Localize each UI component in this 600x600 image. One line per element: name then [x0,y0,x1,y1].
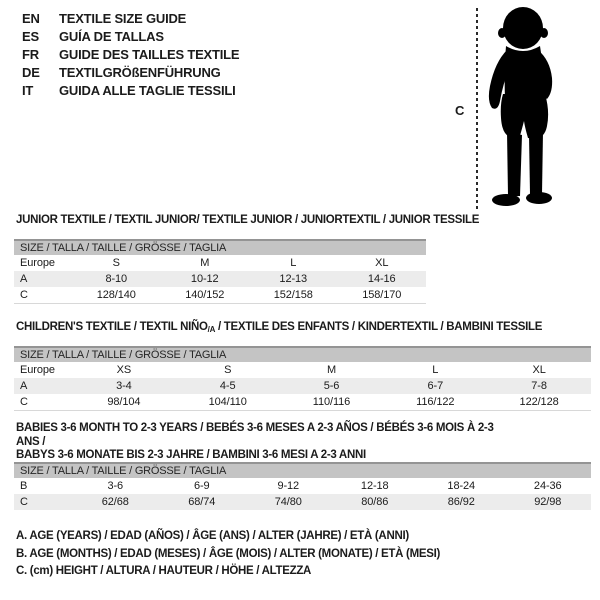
table-cell: 6-9 [193,480,210,492]
babies-title-line1: BABIES 3-6 MONTH TO 2-3 YEARS / BEBÉS 3-6 MESES A 2-3 AÑOS / BÉBÉS 3-6 MOIS À 2-3 ANS / [16,422,494,448]
language-row-es [22,28,239,46]
note-height: C. (cm) HEIGHT / ALTURA / HAUTEUR / HÖHE / ALTEZZA [16,565,312,577]
language-title: GUIDE DES TAILLES TEXTILE [59,47,240,62]
table-cell: 10-12 [190,273,219,285]
language-code: EN [22,11,40,26]
language-row-it [22,82,239,100]
row-label: C [20,496,28,508]
language-row-fr [22,46,239,64]
size-header-row: SIZE / TALLA / TAILLE / GRÖSSE / TAGLIA [14,346,591,362]
table-cell: 18-24 [447,480,476,492]
table-cell: 14-16 [367,273,396,285]
table-cell: XL [532,364,546,376]
table-row-height [14,394,591,410]
table-cell: 12-18 [360,480,389,492]
table-row-europe [14,362,591,378]
toddler-silhouette [479,4,571,210]
table-cell: M [200,257,210,269]
table-cell: 122/128 [519,396,559,408]
table-cell: 24-36 [533,480,562,492]
note-age-months: B. AGE (MONTHS) / EDAD (MESES) / ÂGE (MOIS) / ALTER (MONATE) / ETÀ (MESI) [16,547,441,560]
children-table-title [16,321,542,337]
babies-table-title [16,422,516,463]
table-cell: 4-5 [219,380,236,392]
language-title: GUÍA DE TALLAS [59,29,164,44]
babies-title-line2: BABYS 3-6 MONATE BIS 2-3 JAHRE / BAMBINI 3-6 MESI A 2-3 ANNI [16,449,366,461]
table-cell: XL [375,257,389,269]
language-title: GUIDA ALLE TAGLIE TESSILI [59,83,236,98]
language-row-de [22,64,239,82]
table-cell: 8-10 [105,273,128,285]
table-row-height [14,494,591,510]
table-row-europe [14,255,426,271]
table-cell: 12-13 [279,273,308,285]
size-header-row: SIZE / TALLA / TAILLE / GRÖSSE / TAGLIA [14,239,426,255]
note-age-years: A. AGE (YEARS) / EDAD (AÑOS) / ÂGE (ANS) / ALTER (JAHRE) / ETÀ (ANNI) [16,530,409,542]
row-label: B [20,480,28,492]
row-label: Europe [20,257,55,269]
table-cell: 74/80 [274,496,302,508]
table-row-age [14,378,591,394]
row-label: A [20,380,28,392]
table-cell: 62/68 [101,496,129,508]
table-row-height [14,287,426,303]
height-marker-label: C [455,103,465,118]
table-cell: S [224,364,232,376]
table-cell: 3-6 [107,480,124,492]
language-row-en [22,10,239,28]
table-cell: 6-7 [427,380,444,392]
table-cell: 110/116 [312,396,351,408]
language-code: ES [22,29,39,44]
table-cell: 140/152 [185,289,225,301]
table-cell: XS [116,364,132,376]
table-cell: S [112,257,120,269]
row-label: C [20,396,28,408]
table-cell: 80/86 [361,496,389,508]
table-cell: 92/98 [534,496,562,508]
table-cell: L [432,364,439,376]
table-cell: 86/92 [447,496,475,508]
table-row-age [14,271,426,287]
table-row-age-months [14,478,591,494]
table-cell: 9-12 [277,480,300,492]
row-label: C [20,289,28,301]
children-title-sub: /A [207,325,216,334]
children-title-pre: CHILDREN'S TEXTILE / TEXTIL NIÑO [16,321,208,333]
junior-size-table [14,239,426,304]
table-cell: 128/140 [96,289,136,301]
table-cell: 158/170 [362,289,402,301]
language-code: FR [22,47,39,62]
junior-table-title: JUNIOR TEXTILE / TEXTIL JUNIOR/ TEXTILE JUNIOR / JUNIORTEXTIL / JUNIOR TESSILE [16,214,480,226]
height-reference-line [476,8,478,210]
table-cell: 98/104 [107,396,141,408]
language-title: TEXTILE SIZE GUIDE [59,11,187,26]
row-label: Europe [20,364,55,376]
table-cell: L [290,257,297,269]
table-cell: 3-4 [116,380,132,392]
table-cell: 5-6 [323,380,340,392]
table-cell: 152/158 [273,289,313,301]
row-label: A [20,273,28,285]
table-cell: M [326,364,337,376]
language-code: IT [22,83,34,98]
table-cell: 104/110 [208,396,247,408]
language-title-list [22,10,239,100]
size-header-row: SIZE / TALLA / TAILLE / GRÖSSE / TAGLIA [14,462,591,478]
table-cell: 68/74 [188,496,216,508]
legend-notes [16,528,440,581]
language-title: TEXTILGRÖßENFÜHRUNG [59,65,221,80]
children-title-post: / TEXTILE DES ENFANTS / KINDERTEXTIL / BAMBINI TESSILE [215,321,543,333]
language-code: DE [22,65,40,80]
table-cell: 7-8 [531,380,547,392]
babies-size-table [14,462,591,510]
table-cell: 116/122 [416,396,455,408]
children-size-table [14,346,591,411]
